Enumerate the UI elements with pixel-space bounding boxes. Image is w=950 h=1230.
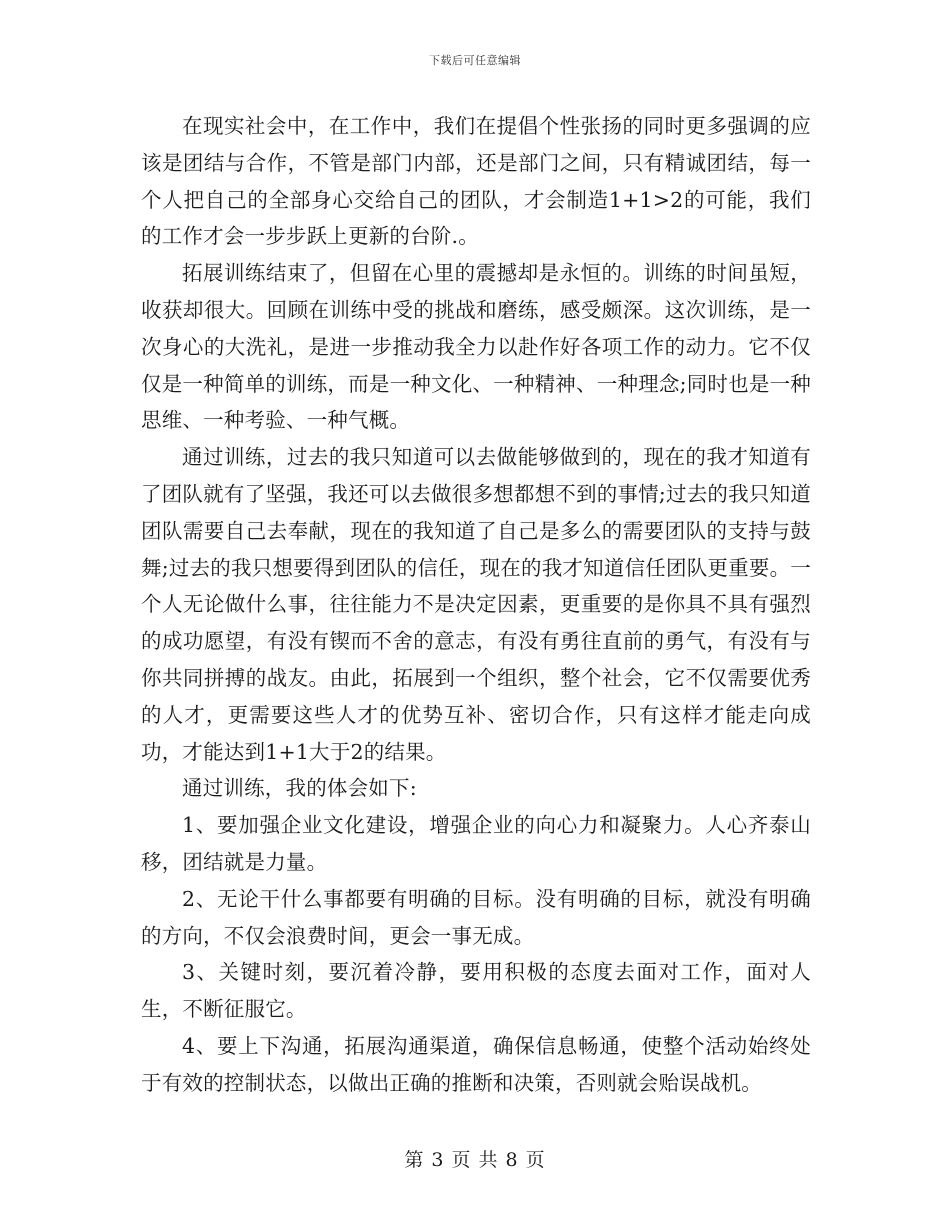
paragraph-point-3: 3、关键时刻，要沉着冷静，要用积极的态度去面对工作，面对人生，不断征服它。 [141, 960, 811, 1022]
page-number: 第 3 页 共 8 页 [404, 1149, 546, 1171]
page-header-note: 下载后可任意编辑 [429, 54, 521, 67]
paragraph-experience-intro: 通过训练，我的体会如下: [182, 776, 417, 801]
paragraph-training-end: 拓展训练结束了，但留在心里的震撼却是永恒的。训练的时间虽短，收获却很大。回顾在训练中受的挑战和磨练，感受颇深。这次训练，是一次身心的大洗礼，是进一步推动我全力以赴作好各项工作的动力。它不仅仅是一种简单的训练，而是一种文化、一种精神、一种理念;同时也是一种思维、一种考验、一种气概。 [141, 261, 811, 433]
paragraph-teamwork: 在现实社会中，在工作中，我们在提倡个性张扬的同时更多强调的应该是团结与合作，不管是部门内部，还是部门之间，只有精诚团结，每一个人把自己的全部身心交给自己的团队，才会制造1+1>2的可能，我们的工作才会一步步跃上更新的台阶.。 [141, 114, 811, 249]
paragraph-point-1: 1、要加强企业文化建设，增强企业的向心力和凝聚力。人心齐泰山移，团结就是力量。 [141, 813, 811, 874]
document-body [141, 108, 811, 1102]
paragraph-point-2: 2、无论干什么事都要有明确的目标。没有明确的目标，就没有明确的方向，不仅会浪费时间，更会一事无成。 [141, 886, 811, 948]
paragraph-point-4: 4、要上下沟通，拓展沟通渠道，确保信息畅通，使整个活动始终处于有效的控制状态，以做出正确的推断和决策，否则就会贻误战机。 [141, 1033, 811, 1095]
paragraph-through-training: 通过训练，过去的我只知道可以去做能够做到的，现在的我才知道有了团队就有了坚强，我还可以去做很多想都想不到的事情;过去的我只知道团队需要自己去奉献，现在的我知道了自己是多么的需要团队的支持与鼓舞;过去的我只想要得到团队的信任，现在的我才知道信任团队更重要。一个人无论做什么事，往往能力不是决定因素，更重要的是你具不具有强烈的成功愿望，有没有锲而不舍的意志，有没有勇往直前的勇气，有没有与你共同拼搏的战友。由此，拓展到一个组织，整个社会，它不仅需要优秀的人才，更需要这些人才的优势互补、密切合作，只有这样才能走向成功，才能达到1+1大于2的结果。 [141, 445, 811, 764]
